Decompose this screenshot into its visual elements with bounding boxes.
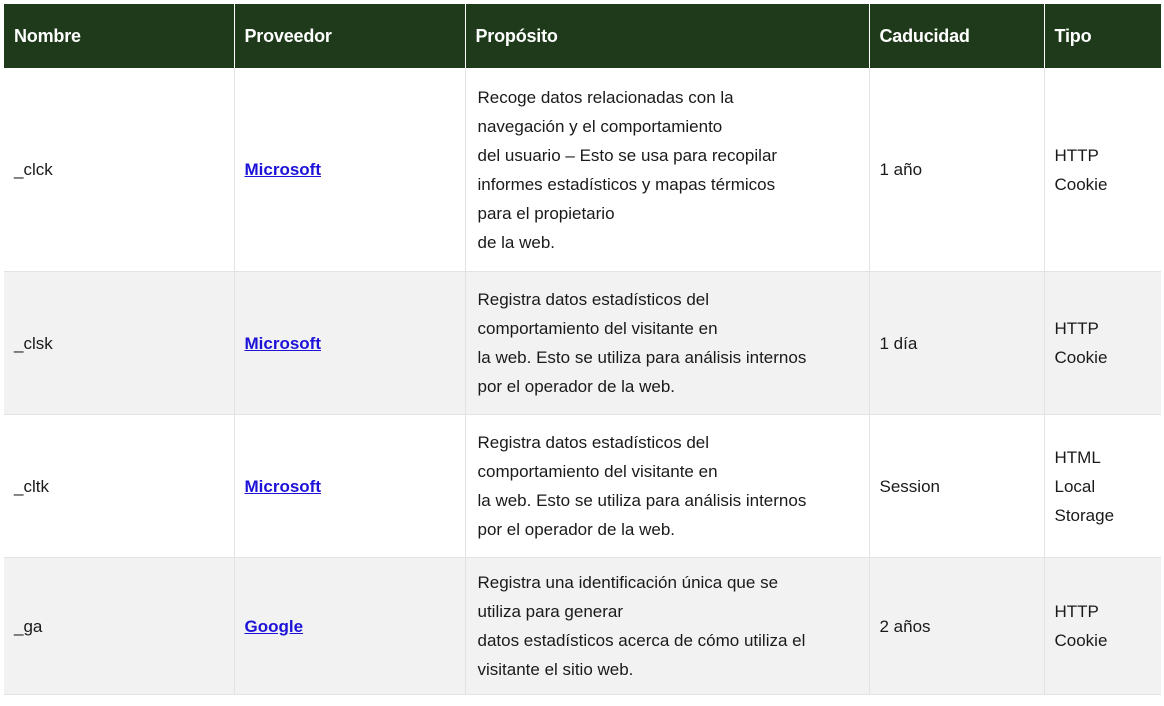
purpose-line: utiliza para generar: [477, 602, 624, 621]
table-row: [4, 68, 1161, 272]
cell-provider: [234, 415, 465, 558]
purpose-line: datos estadísticos acerca de cómo utiliza el: [477, 631, 806, 650]
type-line: HTTP: [1054, 145, 1099, 165]
header-expiry: Caducidad: [869, 4, 1044, 68]
purpose-line: navegación y el comportamiento: [477, 116, 723, 136]
purpose-line: para el propietario: [477, 203, 615, 223]
header-provider: Proveedor: [234, 4, 465, 68]
cell-purpose: [465, 558, 869, 695]
header-purpose: Propósito: [465, 4, 869, 68]
purpose-line: la web. Esto se utiliza para análisis internos: [477, 348, 807, 367]
cell-name: _clsk: [4, 272, 234, 415]
cell-purpose: [465, 68, 869, 272]
purpose-line: Registra datos estadísticos del: [477, 433, 710, 452]
cell-expiry: 2 años: [869, 558, 1044, 695]
header-type: Tipo: [1044, 4, 1161, 68]
purpose-line: por el operador de la web.: [477, 520, 676, 539]
type-line: HTTP: [1054, 602, 1099, 621]
type-line: HTTP: [1054, 319, 1099, 338]
cookie-table: [4, 4, 1161, 695]
purpose-line: visitante el sitio web.: [477, 660, 634, 679]
purpose-line: la web. Esto se utiliza para análisis internos: [477, 491, 807, 510]
cell-provider: [234, 68, 465, 272]
cell-name: _cltk: [4, 415, 234, 558]
cell-type: [1044, 272, 1161, 415]
cell-provider: [234, 272, 465, 415]
cell-provider: [234, 558, 465, 695]
cell-purpose: [465, 415, 869, 558]
purpose-line: Registra una identificación única que se: [477, 573, 779, 592]
purpose-line: por el operador de la web.: [477, 377, 676, 396]
type-line: Cookie: [1054, 348, 1108, 367]
type-line: Cookie: [1054, 174, 1108, 194]
cell-expiry: 1 día: [869, 272, 1044, 415]
type-line: Cookie: [1054, 631, 1108, 650]
purpose-line: comportamiento del visitante en: [477, 319, 718, 338]
cell-name: _ga: [4, 558, 234, 695]
purpose-line: de la web.: [477, 232, 555, 252]
header-name: Nombre: [4, 4, 234, 68]
table-row: [4, 272, 1161, 415]
cell-expiry: 1 año: [869, 68, 1044, 272]
provider-link[interactable]: Google: [244, 616, 304, 636]
provider-link[interactable]: Microsoft: [244, 476, 321, 496]
cell-purpose: [465, 272, 869, 415]
provider-link[interactable]: Microsoft: [244, 160, 321, 179]
cookie-table-container: [4, 4, 1161, 695]
cell-name: _clck: [4, 68, 234, 272]
table-row: [4, 415, 1161, 558]
purpose-line: Registra datos estadísticos del: [477, 290, 710, 309]
cell-expiry: Session: [869, 415, 1044, 558]
table-row: [4, 558, 1161, 695]
type-line: HTML: [1054, 447, 1101, 467]
cell-type: [1044, 558, 1161, 695]
purpose-line: del usuario – Esto se usa para recopilar: [477, 145, 778, 165]
provider-link[interactable]: Microsoft: [244, 333, 321, 353]
type-line: Local: [1054, 476, 1096, 496]
type-line: Storage: [1054, 505, 1115, 525]
purpose-line: informes estadísticos y mapas térmicos: [477, 174, 776, 194]
cell-type: [1044, 415, 1161, 558]
purpose-line: Recoge datos relacionadas con la: [477, 87, 734, 107]
cell-type: [1044, 68, 1161, 272]
header-row: [4, 4, 1161, 68]
purpose-line: comportamiento del visitante en: [477, 462, 718, 481]
